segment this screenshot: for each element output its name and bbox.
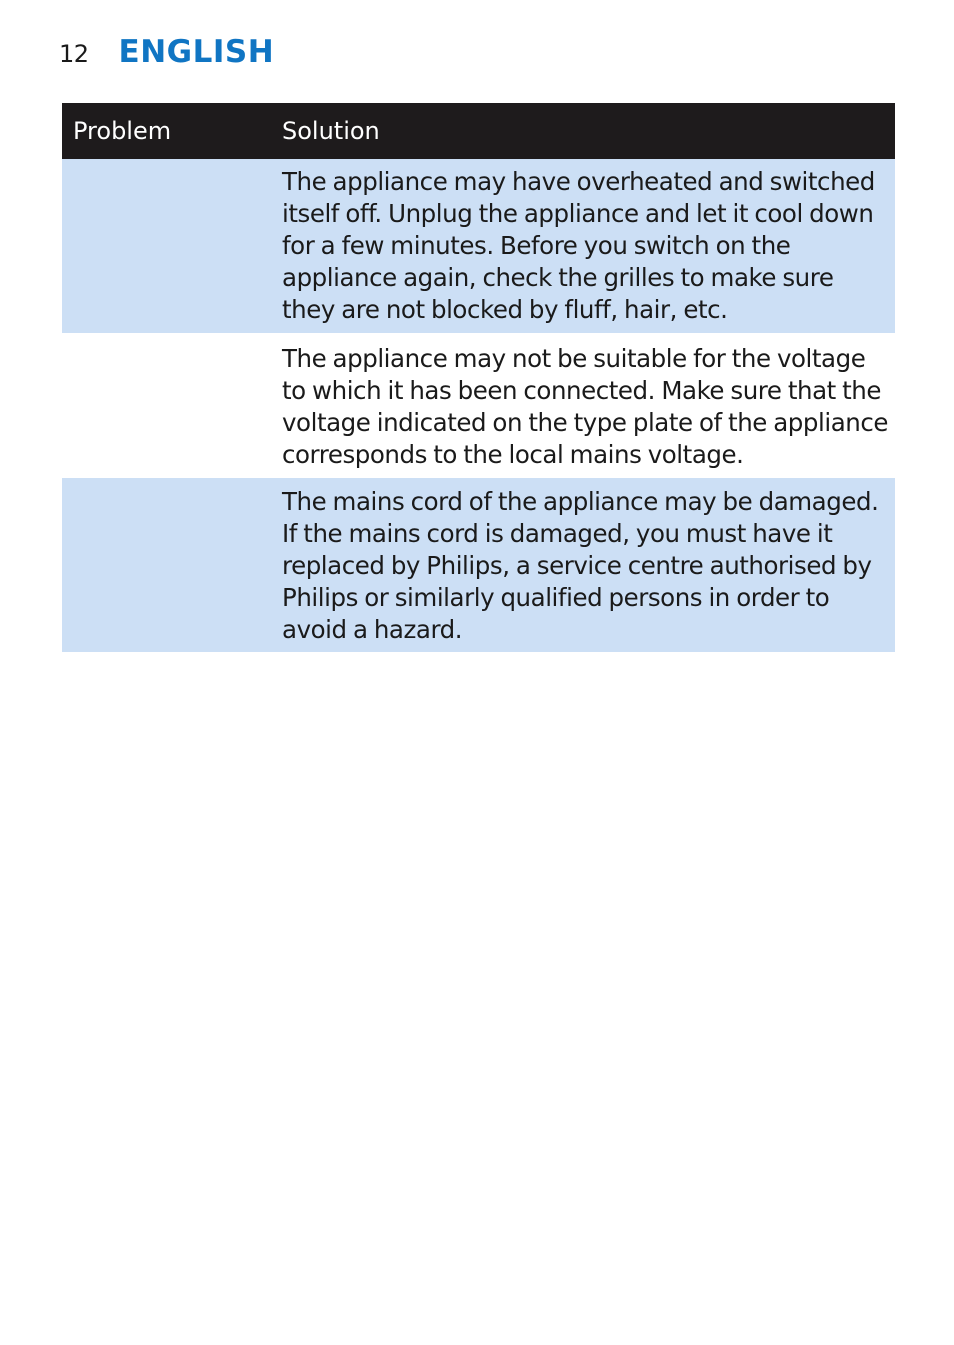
- solution-cell: The appliance may not be suitable for the voltage to which it has been connected. Make sure that the voltage indicated on the type plate of the appliance corresponds to the local mains voltage.: [282, 344, 888, 469]
- problem-cell: [62, 343, 282, 478]
- table-row: [62, 478, 895, 652]
- page-number: 12: [59, 40, 89, 68]
- table-row: [62, 333, 895, 478]
- column-header-problem: Problem: [73, 117, 172, 145]
- problem-cell: [62, 486, 282, 652]
- solution-cell: The mains cord of the appliance may be damaged. If the mains cord is damaged, you must have it replaced by Philips, a service centre authorised by Philips or similarly qualified persons in order to avoid a hazard.: [282, 487, 879, 644]
- page-header: [59, 34, 274, 74]
- troubleshooting-table: [62, 103, 895, 652]
- table-row: [62, 159, 895, 333]
- section-title: ENGLISH: [118, 34, 275, 70]
- solution-cell: The appliance may have overheated and switched itself off. Unplug the appliance and let it cool down for a few minutes. Before you switch on the appliance again, check the grilles to make sure they are not blocked by fluff, hair, etc.: [282, 167, 875, 324]
- table-header: [62, 103, 895, 159]
- column-header-solution: Solution: [282, 117, 380, 145]
- problem-cell: [62, 166, 282, 333]
